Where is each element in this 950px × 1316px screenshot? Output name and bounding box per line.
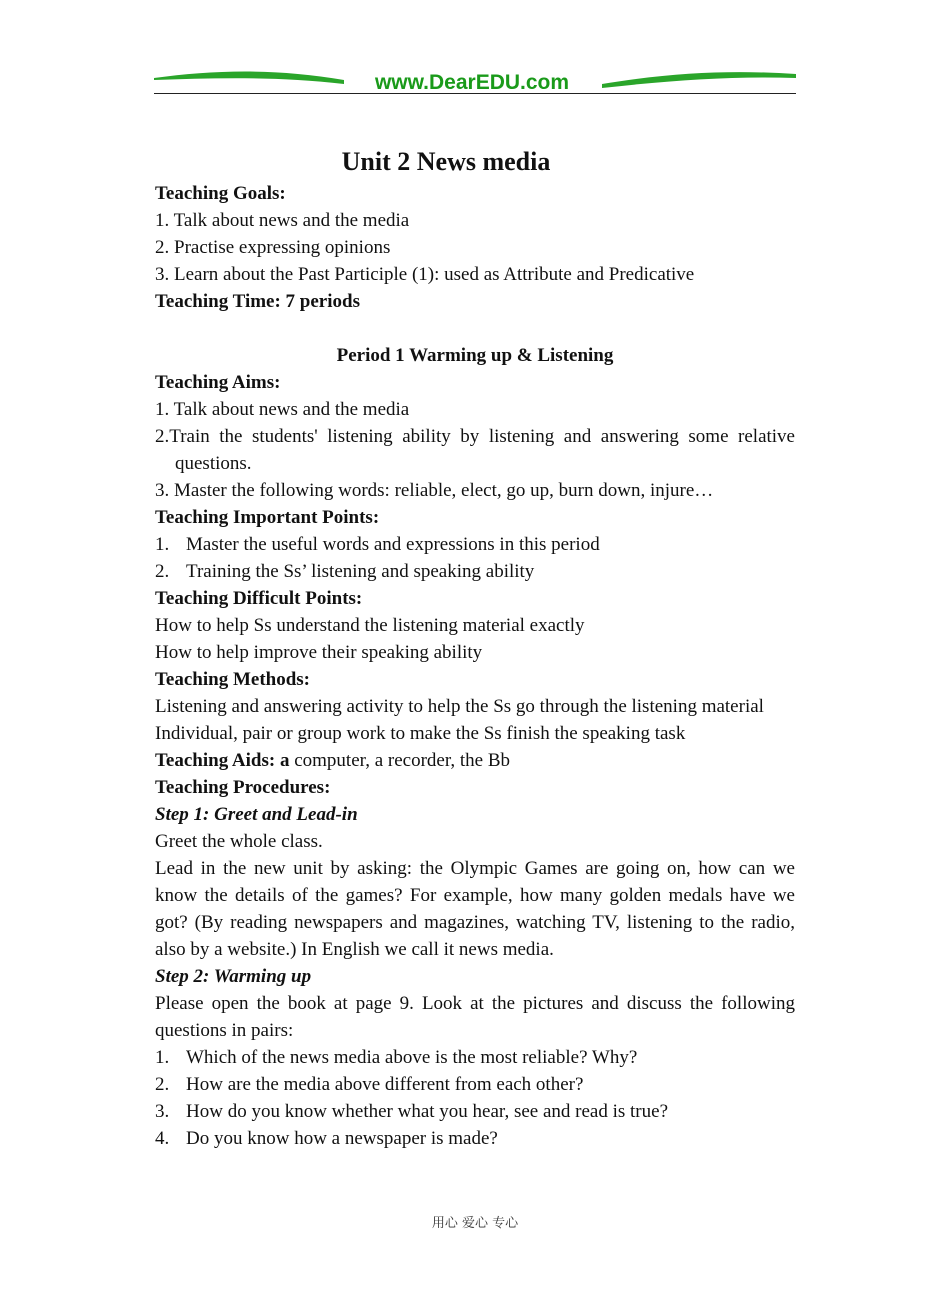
item-number: 2. [155, 561, 170, 582]
step1-heading: Step 1: Greet and Lead-in [155, 804, 358, 825]
procedures-heading: Teaching Procedures: [155, 777, 331, 798]
step2-heading: Step 2: Warming up [155, 966, 312, 987]
teaching-time: Teaching Time: 7 periods [155, 291, 360, 312]
step1-paragraph: Lead in the new unit by asking: the Olympic Games are going on, how can we know the details of the games? For example, how many golden medals have we got? (By reading newspapers and magazines, watching TV, listening to the radio, also by a website.) In English we call it news media. [155, 858, 795, 960]
teaching-aids [155, 747, 795, 774]
important-points-heading: Teaching Important Points: [155, 507, 380, 528]
document-body [155, 144, 795, 1152]
item-text: Do you know how a newspaper is made? [186, 1128, 498, 1149]
goal-item: 2. Practise expressing opinions [155, 237, 391, 258]
header-rule [154, 93, 796, 94]
aim-item: 1. Talk about news and the media [155, 399, 410, 420]
item-number: 1. [155, 534, 170, 555]
item-text: How are the media above different from each other? [186, 1074, 584, 1095]
step2-intro: Please open the book at page 9. Look at the pictures and discuss the following questions in pairs: [155, 993, 795, 1041]
item-number: 1. [155, 1047, 170, 1068]
item-text: Master the useful words and expressions in this period [186, 534, 600, 555]
page-title: Unit 2 News media [341, 147, 551, 176]
page-footer: 用心 爱心 专心 [431, 1216, 519, 1231]
aids-label: Teaching Aids: a [155, 750, 290, 771]
aims-heading: Teaching Aims: [155, 372, 281, 393]
item-number: 3. [155, 1101, 170, 1122]
important-point-item [155, 558, 795, 585]
item-text: How do you know whether what you hear, see and read is true? [186, 1101, 669, 1122]
item-number: 4. [155, 1128, 170, 1149]
step1-paragraph: Greet the whole class. [155, 831, 323, 852]
goal-item: 3. Learn about the Past Participle (1): used as Attribute and Predicative [155, 264, 695, 285]
left-swoosh-icon [154, 72, 344, 85]
difficult-point-item: How to help Ss understand the listening material exactly [155, 615, 585, 636]
right-swoosh-icon [602, 72, 796, 88]
item-number: 2. [155, 1074, 170, 1095]
item-text: Which of the news media above is the most reliable? Why? [186, 1047, 638, 1068]
spacer [155, 315, 795, 342]
aim-item: 2.Train the students' listening ability by listening and answering some relative questions. [155, 426, 795, 474]
site-logo-banner [154, 66, 796, 96]
method-item: Listening and answering activity to help the Ss go through the listening material [155, 696, 764, 717]
question-item [155, 1044, 795, 1071]
important-point-item [155, 531, 795, 558]
method-item: Individual, pair or group work to make the Ss finish the speaking task [155, 723, 686, 744]
question-item [155, 1098, 795, 1125]
difficult-point-item: How to help improve their speaking ability [155, 642, 483, 663]
methods-heading: Teaching Methods: [155, 669, 311, 690]
aids-text: computer, a recorder, the Bb [289, 750, 511, 771]
period-heading: Period 1 Warming up & Listening [336, 345, 614, 366]
goals-heading: Teaching Goals: [155, 183, 286, 204]
question-item [155, 1071, 795, 1098]
question-item [155, 1125, 795, 1152]
aim-item: 3. Master the following words: reliable, elect, go up, burn down, injure… [155, 480, 714, 501]
difficult-points-heading: Teaching Difficult Points: [155, 588, 363, 609]
goal-item: 1. Talk about news and the media [155, 210, 410, 231]
site-logo-text: www.DearEDU.com [374, 71, 570, 94]
item-text: Training the Ss’ listening and speaking ability [186, 561, 535, 582]
